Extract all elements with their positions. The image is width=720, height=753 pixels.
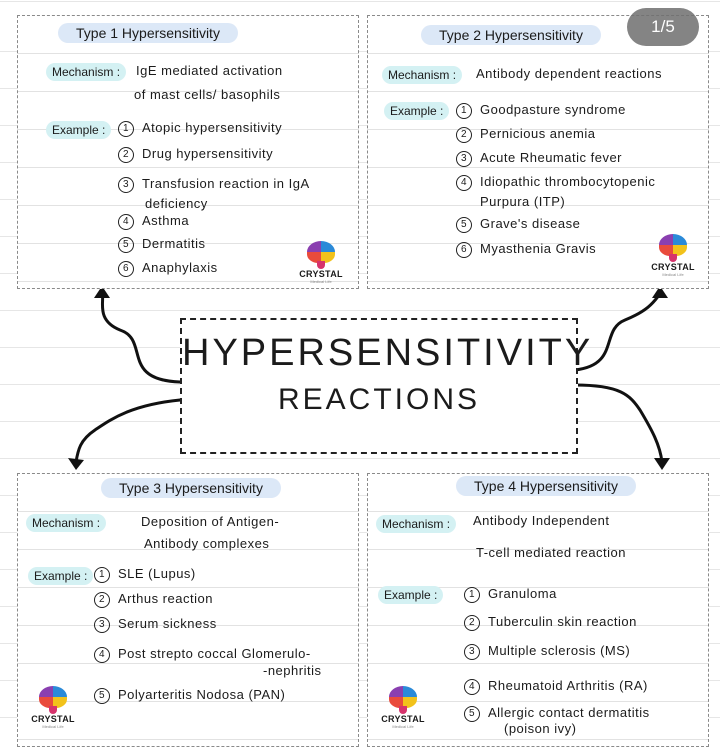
hypersensitivity-type-2-card [367, 15, 709, 289]
hypersensitivity-type-3-card [17, 473, 359, 747]
example-text: Acute Rheumatic fever [480, 150, 623, 165]
example-item [464, 643, 630, 660]
example-item [464, 705, 650, 722]
crystal-logo [30, 686, 76, 729]
example-item [456, 150, 622, 167]
example-item [118, 213, 189, 230]
example-text: Pernicious anemia [480, 126, 596, 141]
item-number-circle: 1 [456, 103, 472, 119]
mechanism-label: Mechanism : [26, 514, 106, 532]
example-text: Drug hypersensitivity [142, 146, 274, 161]
example-text: Rheumatoid Arthritis (RA) [488, 678, 648, 693]
example-text: Tuberculin skin reaction [488, 614, 637, 629]
example-item [118, 236, 206, 253]
item-number-circle: 1 [464, 587, 480, 603]
item-number-circle: 5 [94, 688, 110, 704]
item-number-circle: 6 [118, 261, 134, 277]
card-title: Type 1 Hypersensitivity [58, 23, 238, 43]
main-title: HYPERSENSITIVITY [182, 332, 594, 374]
item-number-circle: 1 [118, 121, 134, 137]
item-number-circle: 1 [94, 567, 110, 583]
example-item [456, 102, 626, 119]
example-text-continued: deficiency [145, 196, 208, 211]
example-item [118, 146, 273, 163]
crystal-logo [650, 234, 696, 277]
item-number-circle: 2 [464, 615, 480, 631]
mechanism-text: Deposition of Antigen- [141, 514, 280, 529]
example-text: Post strepto coccal Glomerulo- [118, 646, 311, 661]
page-indicator: 1/5 [627, 8, 699, 46]
card-title: Type 2 Hypersensitivity [421, 25, 601, 45]
arrow-to-type4 [575, 385, 662, 462]
example-text: Transfusion reaction in IgA [142, 176, 310, 191]
crystal-logo [380, 686, 426, 729]
example-label: Example : [378, 586, 443, 604]
mechanism-label: Mechanism : [382, 66, 462, 84]
example-text: Serum sickness [118, 616, 217, 631]
mechanism-text: Antibody complexes [144, 536, 270, 551]
example-text: Myasthenia Gravis [480, 241, 597, 256]
logo-name: CRYSTAL [31, 714, 75, 724]
mechanism-text: IgE mediated activation [136, 63, 283, 78]
arrow-to-type3 [76, 400, 180, 462]
example-text: Arthus reaction [118, 591, 213, 606]
brain-stem-icon [49, 706, 57, 714]
brain-logo-icon [389, 686, 417, 708]
example-item [118, 120, 282, 137]
brain-stem-icon [317, 261, 325, 269]
example-item [456, 174, 655, 191]
example-item [464, 586, 557, 603]
hypersensitivity-type-1-card [17, 15, 359, 289]
item-number-circle: 3 [464, 644, 480, 660]
example-item [456, 241, 596, 258]
logo-tagline: Medical Life [42, 724, 64, 729]
main-subtitle: REACTIONS [277, 383, 481, 416]
item-number-circle: 3 [118, 177, 134, 193]
item-number-circle: 4 [94, 647, 110, 663]
brain-stem-icon [669, 254, 677, 262]
brain-logo-icon [659, 234, 687, 256]
mechanism-text: Antibody dependent reactions [476, 66, 663, 81]
example-item [464, 678, 648, 695]
logo-tagline: Medical Life [392, 724, 414, 729]
mechanism-text: of mast cells/ basophils [134, 87, 281, 102]
example-text: Idiopathic thrombocytopenic [480, 174, 656, 189]
item-number-circle: 5 [118, 237, 134, 253]
item-number-circle: 3 [456, 151, 472, 167]
item-number-circle: 4 [464, 679, 480, 695]
brain-logo-icon [39, 686, 67, 708]
example-text-continued: -nephritis [263, 663, 322, 678]
arrow-to-type1 [102, 294, 180, 382]
item-number-circle: 5 [456, 217, 472, 233]
item-number-circle: 6 [456, 242, 472, 258]
mechanism-text: Antibody Independent [473, 513, 610, 528]
example-text: Dermatitis [142, 236, 206, 251]
mechanism-text: T-cell mediated reaction [476, 545, 627, 560]
hypersensitivity-type-4-card [367, 473, 709, 747]
logo-name: CRYSTAL [651, 262, 695, 272]
example-text: Grave's disease [480, 216, 581, 231]
item-number-circle: 5 [464, 706, 480, 722]
example-text: Goodpasture syndrome [480, 102, 626, 117]
item-number-circle: 4 [118, 214, 134, 230]
example-item [94, 687, 285, 704]
example-item [456, 216, 580, 233]
example-text: SLE (Lupus) [118, 566, 196, 581]
item-number-circle: 2 [456, 127, 472, 143]
example-text-continued: Purpura (ITP) [480, 194, 566, 209]
item-number-circle: 4 [456, 175, 472, 191]
brain-logo-icon [307, 241, 335, 263]
example-text: Multiple sclerosis (MS) [488, 643, 631, 658]
brain-stem-icon [399, 706, 407, 714]
item-number-circle: 2 [118, 147, 134, 163]
example-label: Example : [384, 102, 449, 120]
crystal-logo [298, 241, 344, 284]
logo-tagline: Medical Life [310, 279, 332, 284]
mechanism-label: Mechanism : [376, 515, 456, 533]
central-title-box [180, 318, 594, 454]
example-text-continued: (poison ivy) [504, 721, 577, 736]
logo-name: CRYSTAL [381, 714, 425, 724]
logo-name: CRYSTAL [299, 269, 343, 279]
example-text: Allergic contact dermatitis [488, 705, 650, 720]
card-title: Type 3 Hypersensitivity [101, 478, 281, 498]
example-item [94, 566, 196, 583]
mechanism-label: Mechanism : [46, 63, 126, 81]
logo-tagline: Medical Life [662, 272, 684, 277]
card-title: Type 4 Hypersensitivity [456, 476, 636, 496]
example-text: Granuloma [488, 586, 557, 601]
example-item [94, 591, 213, 608]
example-text: Asthma [142, 213, 190, 228]
example-item [118, 260, 218, 277]
example-text: Anaphylaxis [142, 260, 218, 275]
item-number-circle: 3 [94, 617, 110, 633]
example-item [456, 126, 595, 143]
example-item [118, 176, 310, 193]
example-label: Example : [46, 121, 111, 139]
example-label: Example : [28, 567, 93, 585]
item-number-circle: 2 [94, 592, 110, 608]
example-item [464, 614, 637, 631]
example-text: Polyarteritis Nodosa (PAN) [118, 687, 286, 702]
example-item [94, 616, 217, 633]
example-item [94, 646, 311, 663]
example-text: Atopic hypersensitivity [142, 120, 283, 135]
